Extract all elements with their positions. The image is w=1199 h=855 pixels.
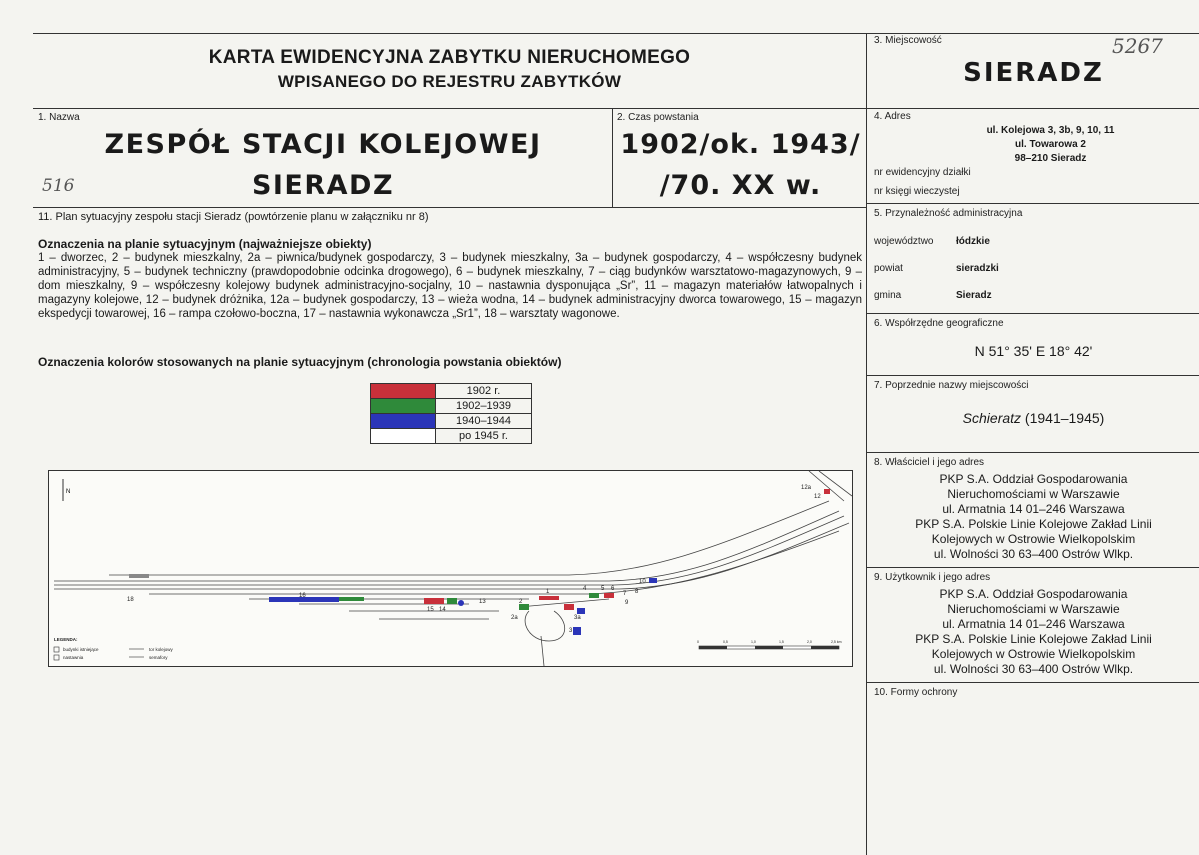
scale-bar (697, 640, 842, 649)
site-plan-label: 11. Plan sytuacyjny zespołu stacji Sieradz (powtórzenie planu w załączniku nr 8) (38, 211, 429, 223)
former-name-years: (1941–1945) (1024, 410, 1105, 426)
map-label: 9 (625, 600, 629, 606)
coordinates-value: N 51° 35' E 18° 42' (974, 343, 1093, 359)
color-label: 1940–1944 (436, 414, 532, 429)
handwritten-number-top: 5267 (1112, 34, 1163, 58)
owner-line: ul. Armatnia 14 01–246 Warszawa (942, 502, 1125, 516)
owner-line: PKP S.A. Oddział Gospodarowania (939, 472, 1128, 486)
map-label: 1 (546, 589, 550, 595)
locality-label: 3. Miejscowość (874, 35, 942, 46)
former-names-label: 7. Poprzednie nazwy miejscowości (874, 380, 1029, 391)
building-10 (649, 578, 657, 583)
map-label: 10 (639, 579, 646, 585)
scale-label: 2,0 (807, 640, 812, 644)
right-divider-6 (867, 313, 1199, 314)
building-16 (339, 597, 364, 601)
scale-label: 0,5 (723, 640, 728, 644)
legend-text: 1 – dworzec, 2 – budynek mieszkalny, 2a – piwnica/budynek gospodarczy, 3 – budynek mieszkalny, 3a – budynek gospodarczy, 4 – współczesny budynek administracyjny, 5 – budynek techniczny (prawdopodobnie odcinka drogowego), 6 – budynek mieszkalny, 7 – ciąg budynków warsztatowo-magazynowych, 9 – dom mieszkalny, 9 – współczesny kolejowy budynek administracyjno-socjalny, 10 – nastawnia dysponująca „Sr”, 11 – magazyn materiałów łatwopalnych i magazyny kolejowe, 12 – budynek dróżnika, 12a – budynek gospodarczy, 13 – wieża wodna, 14 – budynek administracyjny dworca towarowego, 15 – magazyn ekspedycji towarowej, 16 – rampa czołowo-boczna, 17 – nastawnia wykonawcza „Sr1”, 18 – warsztaty wagonowe. (38, 252, 862, 320)
address-label: 4. Adres (874, 111, 911, 122)
color-chronology-table (370, 383, 532, 444)
right-divider-8 (867, 452, 1199, 453)
right-divider-5 (867, 203, 1199, 204)
map-label: 7 (623, 591, 627, 597)
scale-label: 0 (697, 640, 699, 644)
map-label: 12a (801, 485, 812, 491)
map-legend-signals: semafory (149, 655, 168, 660)
admin-label: 5. Przynależność administracyjna (874, 208, 1023, 219)
map-legend-title: LEGENDA: (54, 637, 78, 642)
owner-label: 8. Właściciel i jego adres (874, 457, 985, 468)
color-row (371, 399, 532, 414)
former-name (868, 410, 1199, 426)
row-divider-2 (33, 207, 866, 208)
right-divider-10 (867, 682, 1199, 683)
color-row (371, 429, 532, 444)
coordinates-label: 6. Współrzędne geograficzne (874, 318, 1004, 329)
owner-line: Kolejowych w Ostrowie Wielkopolskim (931, 532, 1136, 546)
right-divider-9 (867, 567, 1199, 568)
user-line: Nieruchomościami w Warszawie (947, 602, 1120, 616)
color-label: 1902–1939 (436, 399, 532, 414)
commune-label: gmina (874, 290, 902, 301)
legend-title: Oznaczenia na planie sytuacyjnym (najważniejsze obiekty) (38, 237, 372, 251)
parcel-number-label: nr ewidencyjny działki (874, 167, 971, 178)
building-12 (824, 489, 830, 494)
swatch-green (371, 399, 436, 414)
site-plan-drawing (49, 471, 852, 666)
map-label: 18 (127, 597, 134, 603)
map-legend-track: tor kolejowy (149, 647, 173, 652)
monument-name-line2: SIERADZ (251, 170, 395, 201)
building-14 (447, 598, 457, 604)
owner-line: ul. Wolności 30 63–400 Ostrów Wlkp. (933, 547, 1134, 561)
building-5 (604, 593, 614, 598)
track-lines (54, 471, 852, 666)
protection-forms-label: 10. Formy ochrony (874, 687, 958, 698)
county-value: sieradzki (956, 263, 999, 274)
swatch-white (371, 429, 436, 444)
map-label: 15 (427, 607, 434, 613)
swatch-blue (371, 414, 436, 429)
color-row (371, 414, 532, 429)
map-label: 14 (439, 607, 446, 613)
date-line1: 1902/ok. 1943/ (620, 129, 861, 160)
building-1 (539, 596, 559, 600)
svg-text:N: N (66, 489, 71, 495)
locality-value: SIERADZ (963, 58, 1104, 88)
land-register-label: nr księgi wieczystej (874, 186, 960, 197)
address-line1: ul. Kolejowa 3, 3b, 9, 10, 11 (986, 125, 1115, 136)
voivodeship-label: województwo (874, 236, 934, 247)
owner-line: PKP S.A. Polskie Linie Kolejowe Zakład Linii (915, 517, 1152, 531)
owner-line: Nieruchomościami w Warszawie (947, 487, 1120, 501)
map-label: 5 (601, 586, 605, 592)
former-name-value: Schieratz (962, 410, 1022, 426)
building-15 (424, 598, 444, 604)
building-4 (589, 593, 599, 598)
user-line: ul. Armatnia 14 01–246 Warszawa (942, 617, 1125, 631)
swatch-red (371, 384, 436, 399)
map-label: 3 (569, 628, 573, 634)
building-3b (573, 627, 581, 635)
handwritten-number-left: 516 (42, 176, 75, 196)
map-label: 8 (635, 589, 639, 595)
building-3 (564, 604, 574, 610)
map-label: 12 (814, 494, 821, 500)
map-label: 3a (574, 615, 581, 621)
address-line3: 98–210 Sieradz (1014, 153, 1087, 164)
map-label: 2 (519, 599, 523, 605)
colors-title: Oznaczenia kolorów stosowanych na planie sytuacyjnym (chronologia powstania obiektów) (38, 355, 562, 369)
card-title: KARTA EWIDENCYJNA ZABYTKU NIERUCHOMEGO (208, 47, 691, 68)
address-line2: ul. Towarowa 2 (1015, 139, 1086, 150)
date-line2: /70. XX w. (659, 170, 822, 201)
scale-label: 2,5 km (831, 640, 842, 644)
color-label: po 1945 r. (436, 429, 532, 444)
building-3a (577, 608, 585, 614)
user-line: ul. Wolności 30 63–400 Ostrów Wlkp. (933, 662, 1134, 676)
name-label: 1. Nazwa (38, 112, 80, 123)
scale-label: 1,0 (751, 640, 756, 644)
north-arrow-icon (63, 479, 70, 501)
scale-label: 1,5 (779, 640, 784, 644)
color-row (371, 384, 532, 399)
map-legend-signal-box: nastawnia (63, 655, 84, 660)
building-warehouse (129, 574, 149, 578)
map-legend-buildings: budynki istniejące (63, 647, 99, 652)
card-subtitle: WPISANEGO DO REJESTRU ZABYTKÓW (277, 72, 622, 91)
user-label: 9. Użytkownik i jego adres (874, 572, 991, 583)
color-label: 1902 r. (436, 384, 532, 399)
user-line: PKP S.A. Polskie Linie Kolejowe Zakład Linii (915, 632, 1152, 646)
row-divider-1 (33, 108, 1199, 109)
map-label: 2a (511, 615, 518, 621)
right-divider-7 (867, 375, 1199, 376)
map-label: 4 (583, 586, 587, 592)
voivodeship-value: łódzkie (956, 236, 990, 247)
user-line: PKP S.A. Oddział Gospodarowania (939, 587, 1128, 601)
map-label: 6 (611, 586, 615, 592)
user-line: Kolejowych w Ostrowie Wielkopolskim (931, 647, 1136, 661)
map-label: 16 (299, 593, 306, 599)
frame-top-line (33, 33, 1199, 34)
site-plan-map (48, 470, 853, 667)
owner-address (868, 472, 1199, 562)
user-address (868, 587, 1199, 677)
monument-name-line1: ZESPÓŁ STACJI KOLEJOWEJ (104, 129, 542, 160)
date-label: 2. Czas powstania (617, 112, 699, 123)
county-label: powiat (874, 263, 903, 274)
map-label: 13 (479, 599, 486, 605)
commune-value: Sieradz (956, 290, 992, 301)
building-13 (458, 600, 464, 606)
